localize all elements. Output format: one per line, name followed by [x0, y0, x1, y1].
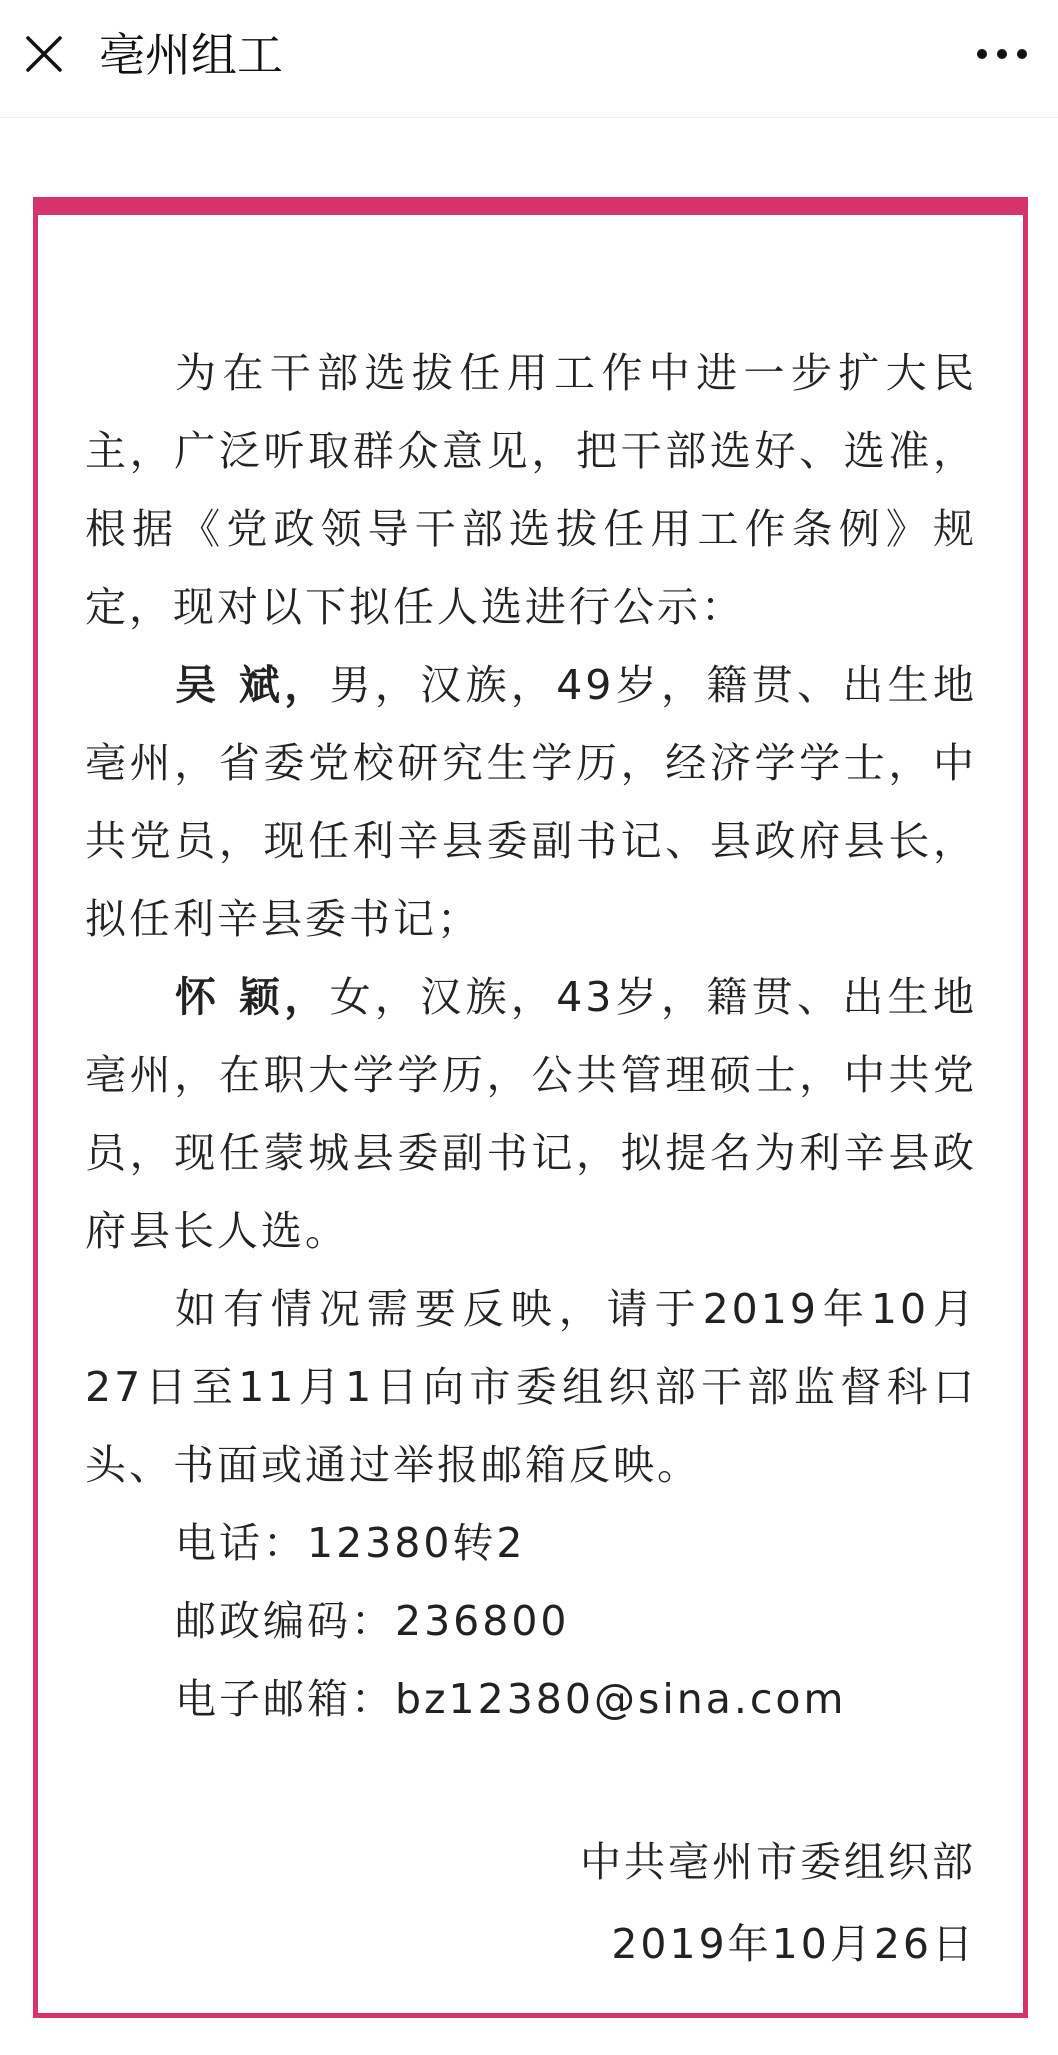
- candidate-name: 怀 颖，: [175, 973, 330, 1021]
- more-dots-icon: [976, 48, 1028, 60]
- candidate-paragraph: [85, 958, 977, 1270]
- top-bar: [0, 0, 1058, 118]
- phone-line: 电话：12380转2: [175, 1519, 526, 1567]
- page-title: 亳州组工: [99, 28, 283, 82]
- notice-body: [85, 334, 977, 1738]
- postcode-line: 邮政编码：236800: [175, 1597, 570, 1645]
- notice-box: [33, 197, 1028, 2018]
- candidate-details: 女，汉族，43岁，籍贯、出生地亳州，在职大学学历，公共管理硕士，中共党员，现任蒙城县委副书记，拟提名为利辛县政府县长人选。: [85, 973, 978, 1255]
- candidate-details: 男，汉族，49岁，籍贯、出生地亳州，省委党校研究生学历，经济学学士，中共党员，现任利辛县委副书记、县政府县长，拟任利辛县委书记；: [85, 661, 978, 943]
- intro-paragraph: 为在干部选拔任用工作中进一步扩大民主，广泛听取群众意见，把干部选好、选准，根据《党政领导干部选拔任用工作条例》规定，现对以下拟任人选进行公示：: [85, 349, 977, 631]
- more-button[interactable]: [962, 24, 1042, 84]
- candidate-name: 吴 斌，: [175, 661, 330, 709]
- signature-org: 中共亳州市委组织部: [580, 1838, 976, 1886]
- close-icon: [24, 34, 64, 74]
- candidate-paragraph: [85, 646, 977, 958]
- signature-block: [580, 1821, 976, 1985]
- feedback-paragraph: 如有情况需要反映，请于2019年10月27日至11月1日向市委组织部干部监督科口头、书面或通过举报邮箱反映。: [85, 1285, 977, 1489]
- email-line: 电子邮箱：bz12380@sina.com: [175, 1675, 847, 1723]
- signature-date: 2019年10月26日: [611, 1920, 976, 1968]
- close-button[interactable]: [14, 24, 74, 84]
